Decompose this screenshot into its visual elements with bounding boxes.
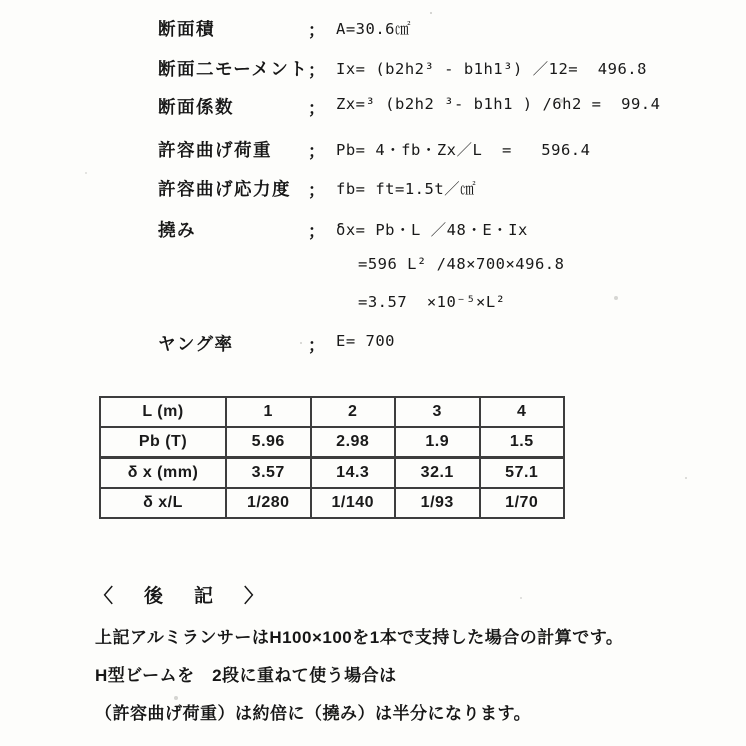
table-cell: 57.1 <box>480 458 565 489</box>
table-row-label: δ x (mm) <box>100 458 226 489</box>
spec-label: 許容曲げ応力度 <box>158 179 291 199</box>
spec-formula: A=30.6㎠ <box>336 20 411 38</box>
spec-formula: E= 700 <box>336 332 395 350</box>
spec-row-youngs-modulus <box>0 331 746 359</box>
spec-formula: Pb= 4・fb・Zx／L = 596.4 <box>336 141 591 159</box>
spec-label: 断面係数 <box>158 97 234 117</box>
spec-row-deflection <box>0 217 746 245</box>
spec-row-deflection-step3 <box>0 292 746 320</box>
spec-row-moment <box>0 56 746 84</box>
table-row <box>100 458 564 489</box>
spec-row-bending-load <box>0 137 746 165</box>
spec-label: 断面二モーメント <box>158 59 309 79</box>
table-row-label: Pb (T) <box>100 427 226 458</box>
spec-separator: ； <box>308 222 325 241</box>
spec-row-modulus <box>0 94 746 122</box>
spec-label: ヤング率 <box>158 334 234 354</box>
table-header-cell: 2 <box>311 397 396 427</box>
spec-label: 撓み <box>158 220 196 240</box>
table-cell: 3.57 <box>226 458 311 489</box>
table-row <box>100 427 564 458</box>
table-cell: 1/93 <box>395 488 480 518</box>
spec-separator: ； <box>308 336 325 355</box>
table-cell: 1/280 <box>226 488 311 518</box>
spec-separator: ； <box>308 181 325 200</box>
spec-label: 許容曲げ荷重 <box>158 140 272 160</box>
table-header-cell: L (m) <box>100 397 226 427</box>
table-cell: 1.9 <box>395 427 480 458</box>
table-cell: 1.5 <box>480 427 565 458</box>
spec-row-deflection-step2 <box>0 254 746 282</box>
spec-formula: Ix= (b2h2³ - b1h1³) ／12= 496.8 <box>336 60 647 78</box>
table-header-row <box>100 397 564 427</box>
spec-row-bending-stress <box>0 176 746 204</box>
table-row-label: δ x/L <box>100 488 226 518</box>
spec-formula: =596 L² /48×700×496.8 <box>358 255 565 273</box>
spec-separator: ； <box>308 21 325 40</box>
spec-formula: δx= Pb・L ／48・E・Ix <box>336 221 528 239</box>
table-row <box>100 488 564 518</box>
table-header-cell: 1 <box>226 397 311 427</box>
postscript-line: H型ビームを 2段に重ねて使う場合は <box>95 666 397 685</box>
table-cell: 1/140 <box>311 488 396 518</box>
table-cell: 2.98 <box>311 427 396 458</box>
spec-formula: =3.57 ×10⁻⁵×L² <box>358 293 506 311</box>
calc-results-table <box>99 396 565 519</box>
spec-label: 断面積 <box>158 19 215 39</box>
table-header-cell: 3 <box>395 397 480 427</box>
postscript-heading: 〈 後 記 〉 <box>94 586 270 607</box>
postscript-line: 上記アルミランサーはH100×100を1本で支持した場合の計算です。 <box>95 628 624 647</box>
table-cell: 5.96 <box>226 427 311 458</box>
spec-formula: Zx=³ (b2h2 ³- b1h1 ) /6h2 = 99.4 <box>336 95 661 113</box>
table-cell: 1/70 <box>480 488 565 518</box>
table-cell: 14.3 <box>311 458 396 489</box>
spec-separator: ； <box>308 142 325 161</box>
spec-separator: ； <box>308 61 325 80</box>
table-header-cell: 4 <box>480 397 565 427</box>
spec-formula: fb= ft=1.5t／㎠ <box>336 180 477 198</box>
postscript-line: （許容曲げ荷重）は約倍に（撓み）は半分になります。 <box>95 704 532 723</box>
table-cell: 32.1 <box>395 458 480 489</box>
spec-separator: ； <box>308 99 325 118</box>
spec-row-area <box>0 16 746 44</box>
scan-noise-specks <box>430 12 432 14</box>
